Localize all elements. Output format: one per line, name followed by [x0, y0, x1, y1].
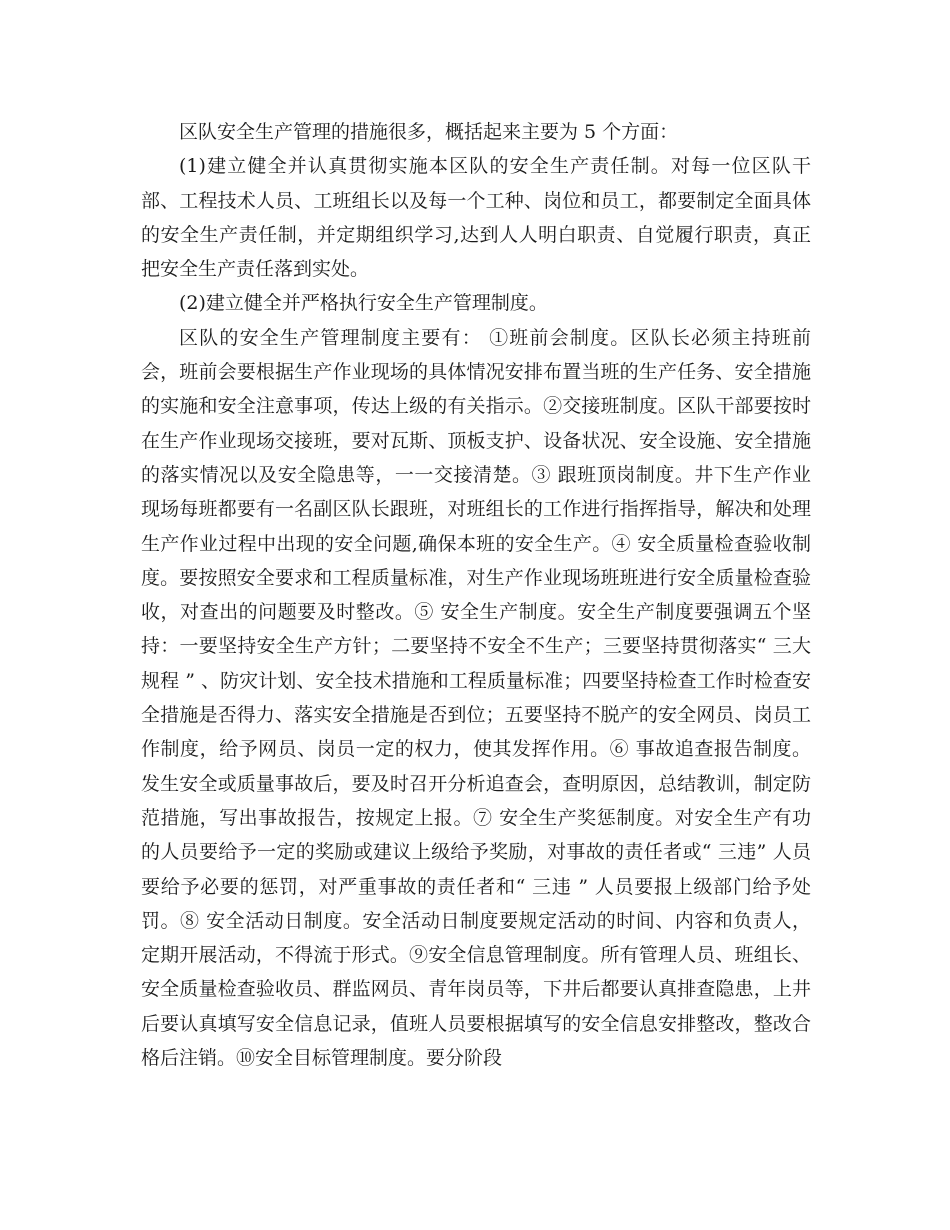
paragraph-item-1: (1)建立健全并认真贯彻实施本区队的安全生产责任制。对每一位区队干部、工程技术人员、工班组长以及每一个工种、岗位和员工，都要制定全面具体的安全生产责任制，并定期组织学习,达到人人明白职责、自觉履行职责，真正把安全生产责任落到实处。: [141, 155, 811, 281]
document-body: [141, 115, 811, 1075]
paragraph-management-systems: 区队的安全生产管理制度主要有： ①班前会制度。区队长必须主持班前会，班前会要根据生产作业现场的具体情况安排布置当班的生产任务、安全措施的实施和安全注意事项，传达上级的有关指示。②交接班制度。区队干部要按时在生产作业现场交接班，要对瓦斯、顶板支护、设备状况、安全设施、安全措施的落实情况以及安全隐患等，一一交接清楚。③ 跟班顶岗制度。井下生产作业现场每班都要有一名副区队长跟班，对班组长的工作进行指挥指导，解决和处理生产作业过程中出现的安全问题,确保本班的安全生产。④ 安全质量检查验收制度。要按照安全要求和工程质量标准，对生产作业现场班班进行安全质量检查验收，对查出的问题要及时整改。⑤ 安全生产制度。安全生产制度要强调五个坚持：一要坚持安全生产方针；二要坚持不安全不生产；三要坚持贯彻落实“ 三大规程 ” 、防灾计划、安全技术措施和工程质量标准；四要坚持检查工作时检查安全措施是否得力、落实安全措施是否到位；五要坚持不脱产的安全网员、岗员工作制度，给予网员、岗员一定的权力，使其发挥作用。⑥ 事故追查报告制度。发生安全或质量事故后，要及时召开分析追查会，查明原因，总结教训，制定防范措施，写出事故报告，按规定上报。⑦ 安全生产奖惩制度。对安全生产有功的人员要给予一定的奖励或建议上级给予奖励，对事故的责任者或“ 三违” 人员要给予必要的惩罚，对严重事故的责任者和“ 三违 ” 人员要报上级部门给予处罚。⑧ 安全活动日制度。安全活动日制度要规定活动的时间、内容和负责人，定期开展活动，不得流于形式。⑨安全信息管理制度。所有管理人员、班组长、安全质量检查验收员、群监网员、青年岗员等，下井后都要认真排查隐患，上井后要认真填写安全信息记录，值班人员要根据填写的安全信息安排整改，整改合格后注销。⑩安全目标管理制度。要分阶段: [141, 326, 811, 1070]
paragraph-item-2: (2)建立健全并严格执行安全生产管理制度。: [179, 292, 548, 315]
paragraph-intro: 区队安全生产管理的措施很多，概括起来主要为 5 个方面：: [179, 121, 679, 143]
